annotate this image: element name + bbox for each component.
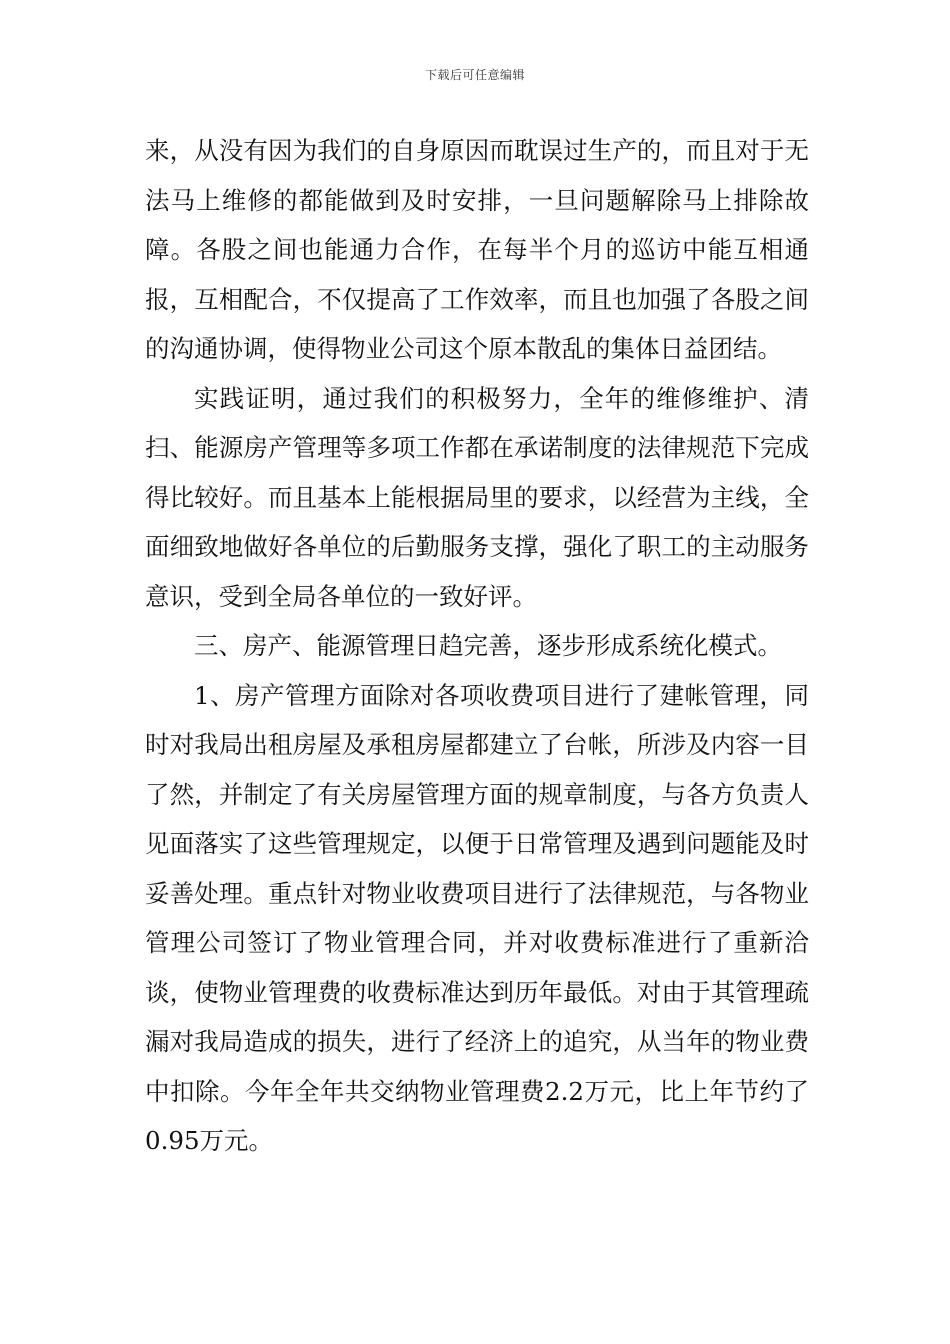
header-note: 下载后可任意编辑	[424, 68, 525, 82]
section-heading-property-energy: 三、房产、能源管理日趋完善，逐步形成系统化模式。	[194, 631, 782, 660]
document-body	[145, 126, 809, 1166]
paragraph-property-management: 1、房产管理方面除对各项收费项目进行了建帐管理，同时对我局出租房屋及承租房屋都建立了台帐，所涉及内容一目了然，并制定了有关房屋管理方面的规章制度，与各方负责人见面落实了这些管理规定，以便于日常管理及遇到问题能及时妥善处理。重点针对物业收费项目进行了法律规范，与各物业管理公司签订了物业管理合同，并对收费标准进行了重新洽谈，使物业管理费的收费标准达到历年最低。对由于其管理疏漏对我局造成的损失，进行了经济上的追究，从当年的物业费中扣除。今年全年共交纳物业管理费2.2万元，比上年节约了0.95万元。	[145, 680, 809, 1155]
paragraph-practice-proof: 实践证明，通过我们的积极努力，全年的维修维护、清扫、能源房产管理等多项工作都在承诺制度的法律规范下完成得比较好。而且基本上能根据局里的要求，以经营为主线，全面细致地做好各单位的后勤服务支撑，强化了职工的主动服务意识，受到全局各单位的一致好评。	[145, 383, 809, 611]
paragraph-continuation: 来，从没有因为我们的自身原因而耽误过生产的，而且对于无法马上维修的都能做到及时安排，一旦问题解除马上排除故障。各股之间也能通力合作，在每半个月的巡访中能互相通报，互相配合，不仅提高了工作效率，而且也加强了各股之间的沟通协调，使得物业公司这个原本散乱的集体日益团结。	[145, 136, 809, 363]
